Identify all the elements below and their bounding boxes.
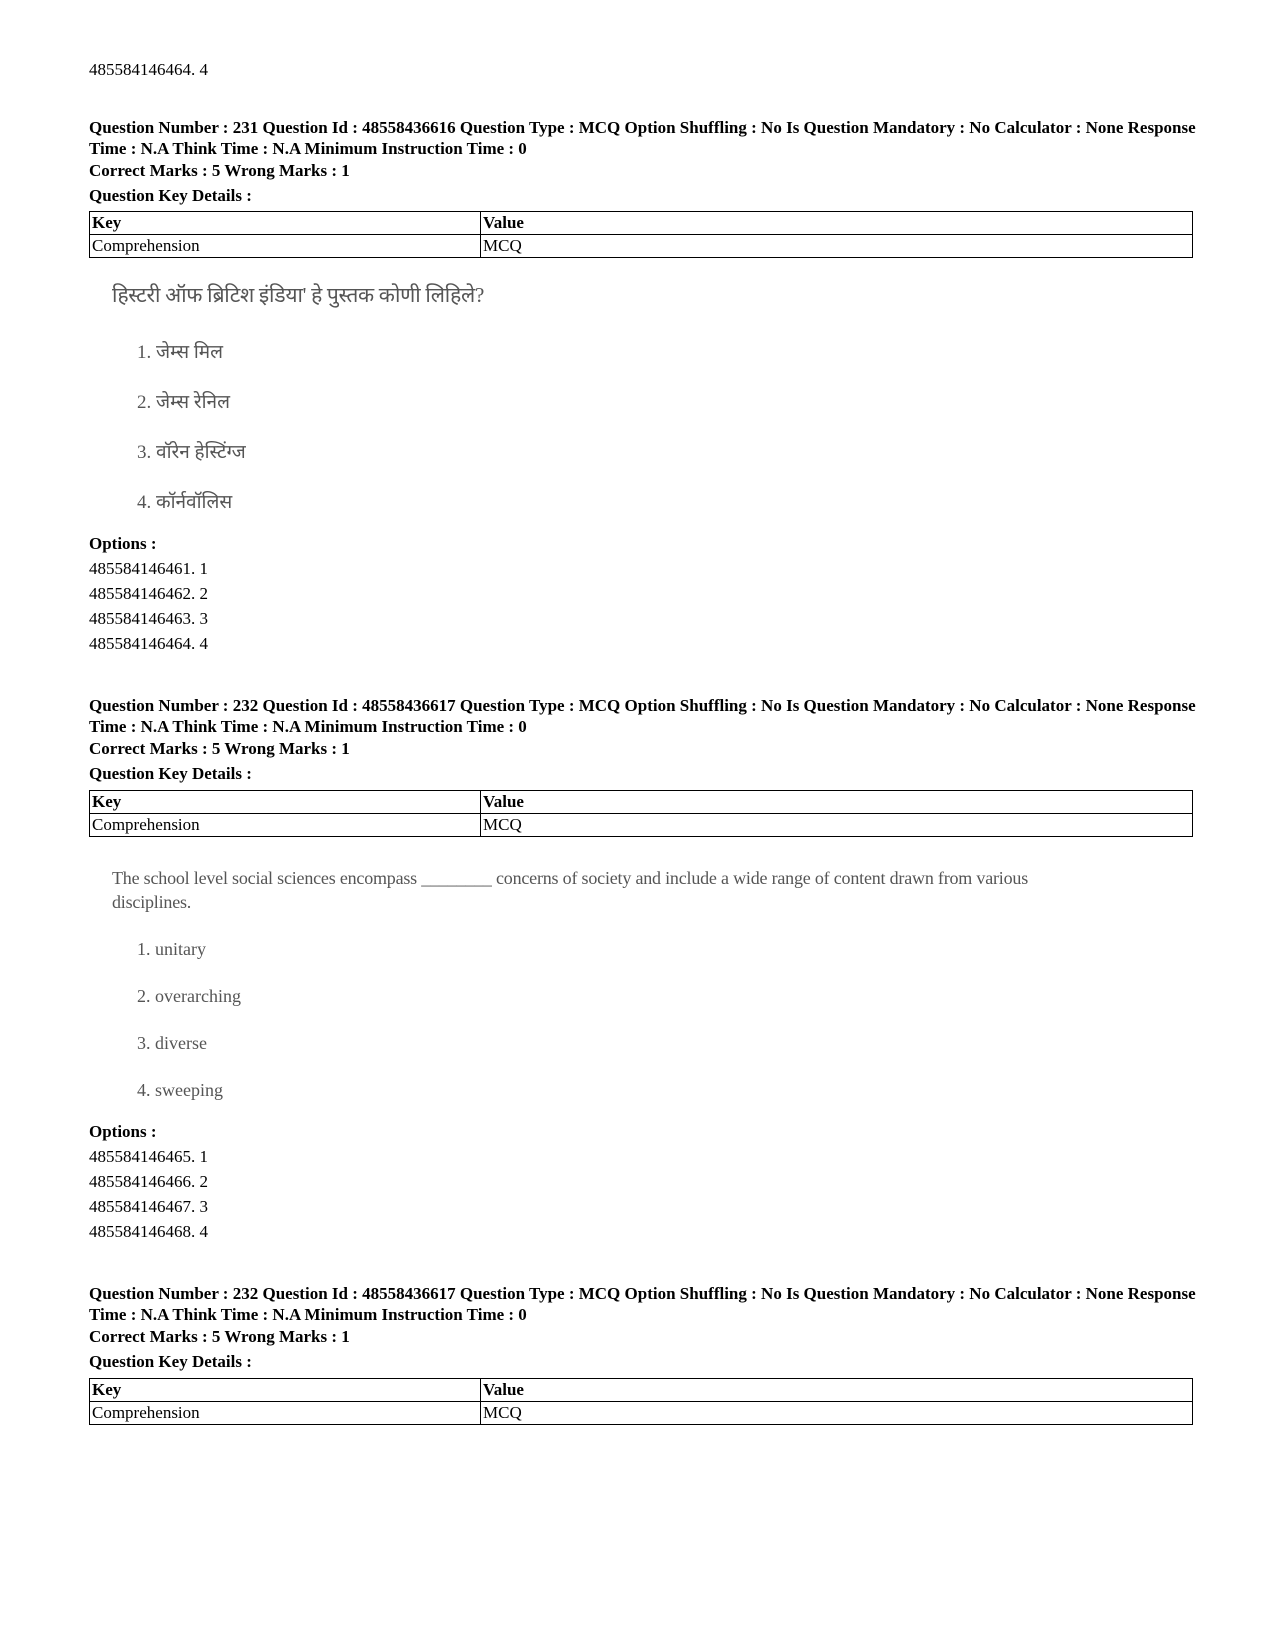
table-header-row [90, 791, 1193, 814]
table-cell-value: MCQ [481, 814, 1193, 837]
option-line: 485584146468. 4 [89, 1222, 208, 1241]
table-cell-value: MCQ [481, 235, 1193, 258]
table-cell-key: Comprehension [90, 235, 481, 258]
question-choice: 1. जेम्स मिल [137, 342, 224, 363]
table-header-value: Value [481, 212, 1193, 235]
table-header-row [90, 212, 1193, 235]
marks-line: Correct Marks : 5 Wrong Marks : 1 [89, 1327, 350, 1346]
table-header-key: Key [90, 1379, 481, 1402]
key-details-table [89, 211, 1193, 258]
question-choice: 2. overarching [137, 986, 241, 1006]
question-choice: 4. sweeping [137, 1080, 223, 1100]
table-header-key: Key [90, 791, 481, 814]
option-line: 485584146464. 4 [89, 634, 208, 653]
table-cell-key: Comprehension [90, 814, 481, 837]
key-details-label: Question Key Details : [89, 1352, 252, 1371]
question-choice: 3. diverse [137, 1033, 207, 1053]
question-header: Question Number : 232 Question Id : 48558436617 Question Type : MCQ Option Shuffling : No Is Question Mandatory : No Calculator : None Response Time : N.A Think Time : N.A Minimum Instruction Time : 0 [89, 696, 1196, 736]
option-line: 485584146462. 2 [89, 584, 208, 603]
question-text: The school level social sciences encompass ________ concerns of society and include a wide range of content drawn from various disciplines. [112, 868, 1028, 912]
question-image [112, 866, 1032, 1106]
key-details-label: Question Key Details : [89, 764, 252, 783]
table-row [90, 1402, 1193, 1425]
key-details-table [89, 1378, 1193, 1425]
table-cell-value: MCQ [481, 1402, 1193, 1425]
question-header: Question Number : 231 Question Id : 48558436616 Question Type : MCQ Option Shuffling : No Is Question Mandatory : No Calculator : None Response Time : N.A Think Time : N.A Minimum Instruction Time : 0 [89, 118, 1196, 158]
question-header: Question Number : 232 Question Id : 48558436617 Question Type : MCQ Option Shuffling : No Is Question Mandatory : No Calculator : None Response Time : N.A Think Time : N.A Minimum Instruction Time : 0 [89, 1284, 1196, 1324]
option-line: 485584146465. 1 [89, 1147, 208, 1166]
question-choice: 3. वॉरेन हेस्टिंग्ज [137, 442, 246, 463]
table-header-row [90, 1379, 1193, 1402]
question-choice: 1. unitary [137, 939, 206, 959]
table-row [90, 235, 1193, 258]
question-text: हिस्टरी ऑफ ब्रिटिश इंडिया' हे पुस्तक कोणी लिहिले? [112, 283, 484, 307]
table-header-key: Key [90, 212, 481, 235]
question-image [112, 283, 712, 523]
options-label: Options : [89, 1122, 157, 1141]
table-header-value: Value [481, 791, 1193, 814]
table-cell-key: Comprehension [90, 1402, 481, 1425]
option-line: 485584146463. 3 [89, 609, 208, 628]
marks-line: Correct Marks : 5 Wrong Marks : 1 [89, 739, 350, 758]
table-header-value: Value [481, 1379, 1193, 1402]
previous-option-line: 485584146464. 4 [89, 60, 208, 79]
key-details-label: Question Key Details : [89, 186, 252, 205]
question-choice: 4. कॉर्नवॉलिस [137, 492, 233, 513]
options-label: Options : [89, 534, 157, 553]
table-row [90, 814, 1193, 837]
question-choice: 2. जेम्स रेनिल [137, 392, 230, 413]
option-line: 485584146461. 1 [89, 559, 208, 578]
marks-line: Correct Marks : 5 Wrong Marks : 1 [89, 161, 350, 180]
key-details-table [89, 790, 1193, 837]
option-line: 485584146466. 2 [89, 1172, 208, 1191]
option-line: 485584146467. 3 [89, 1197, 208, 1216]
